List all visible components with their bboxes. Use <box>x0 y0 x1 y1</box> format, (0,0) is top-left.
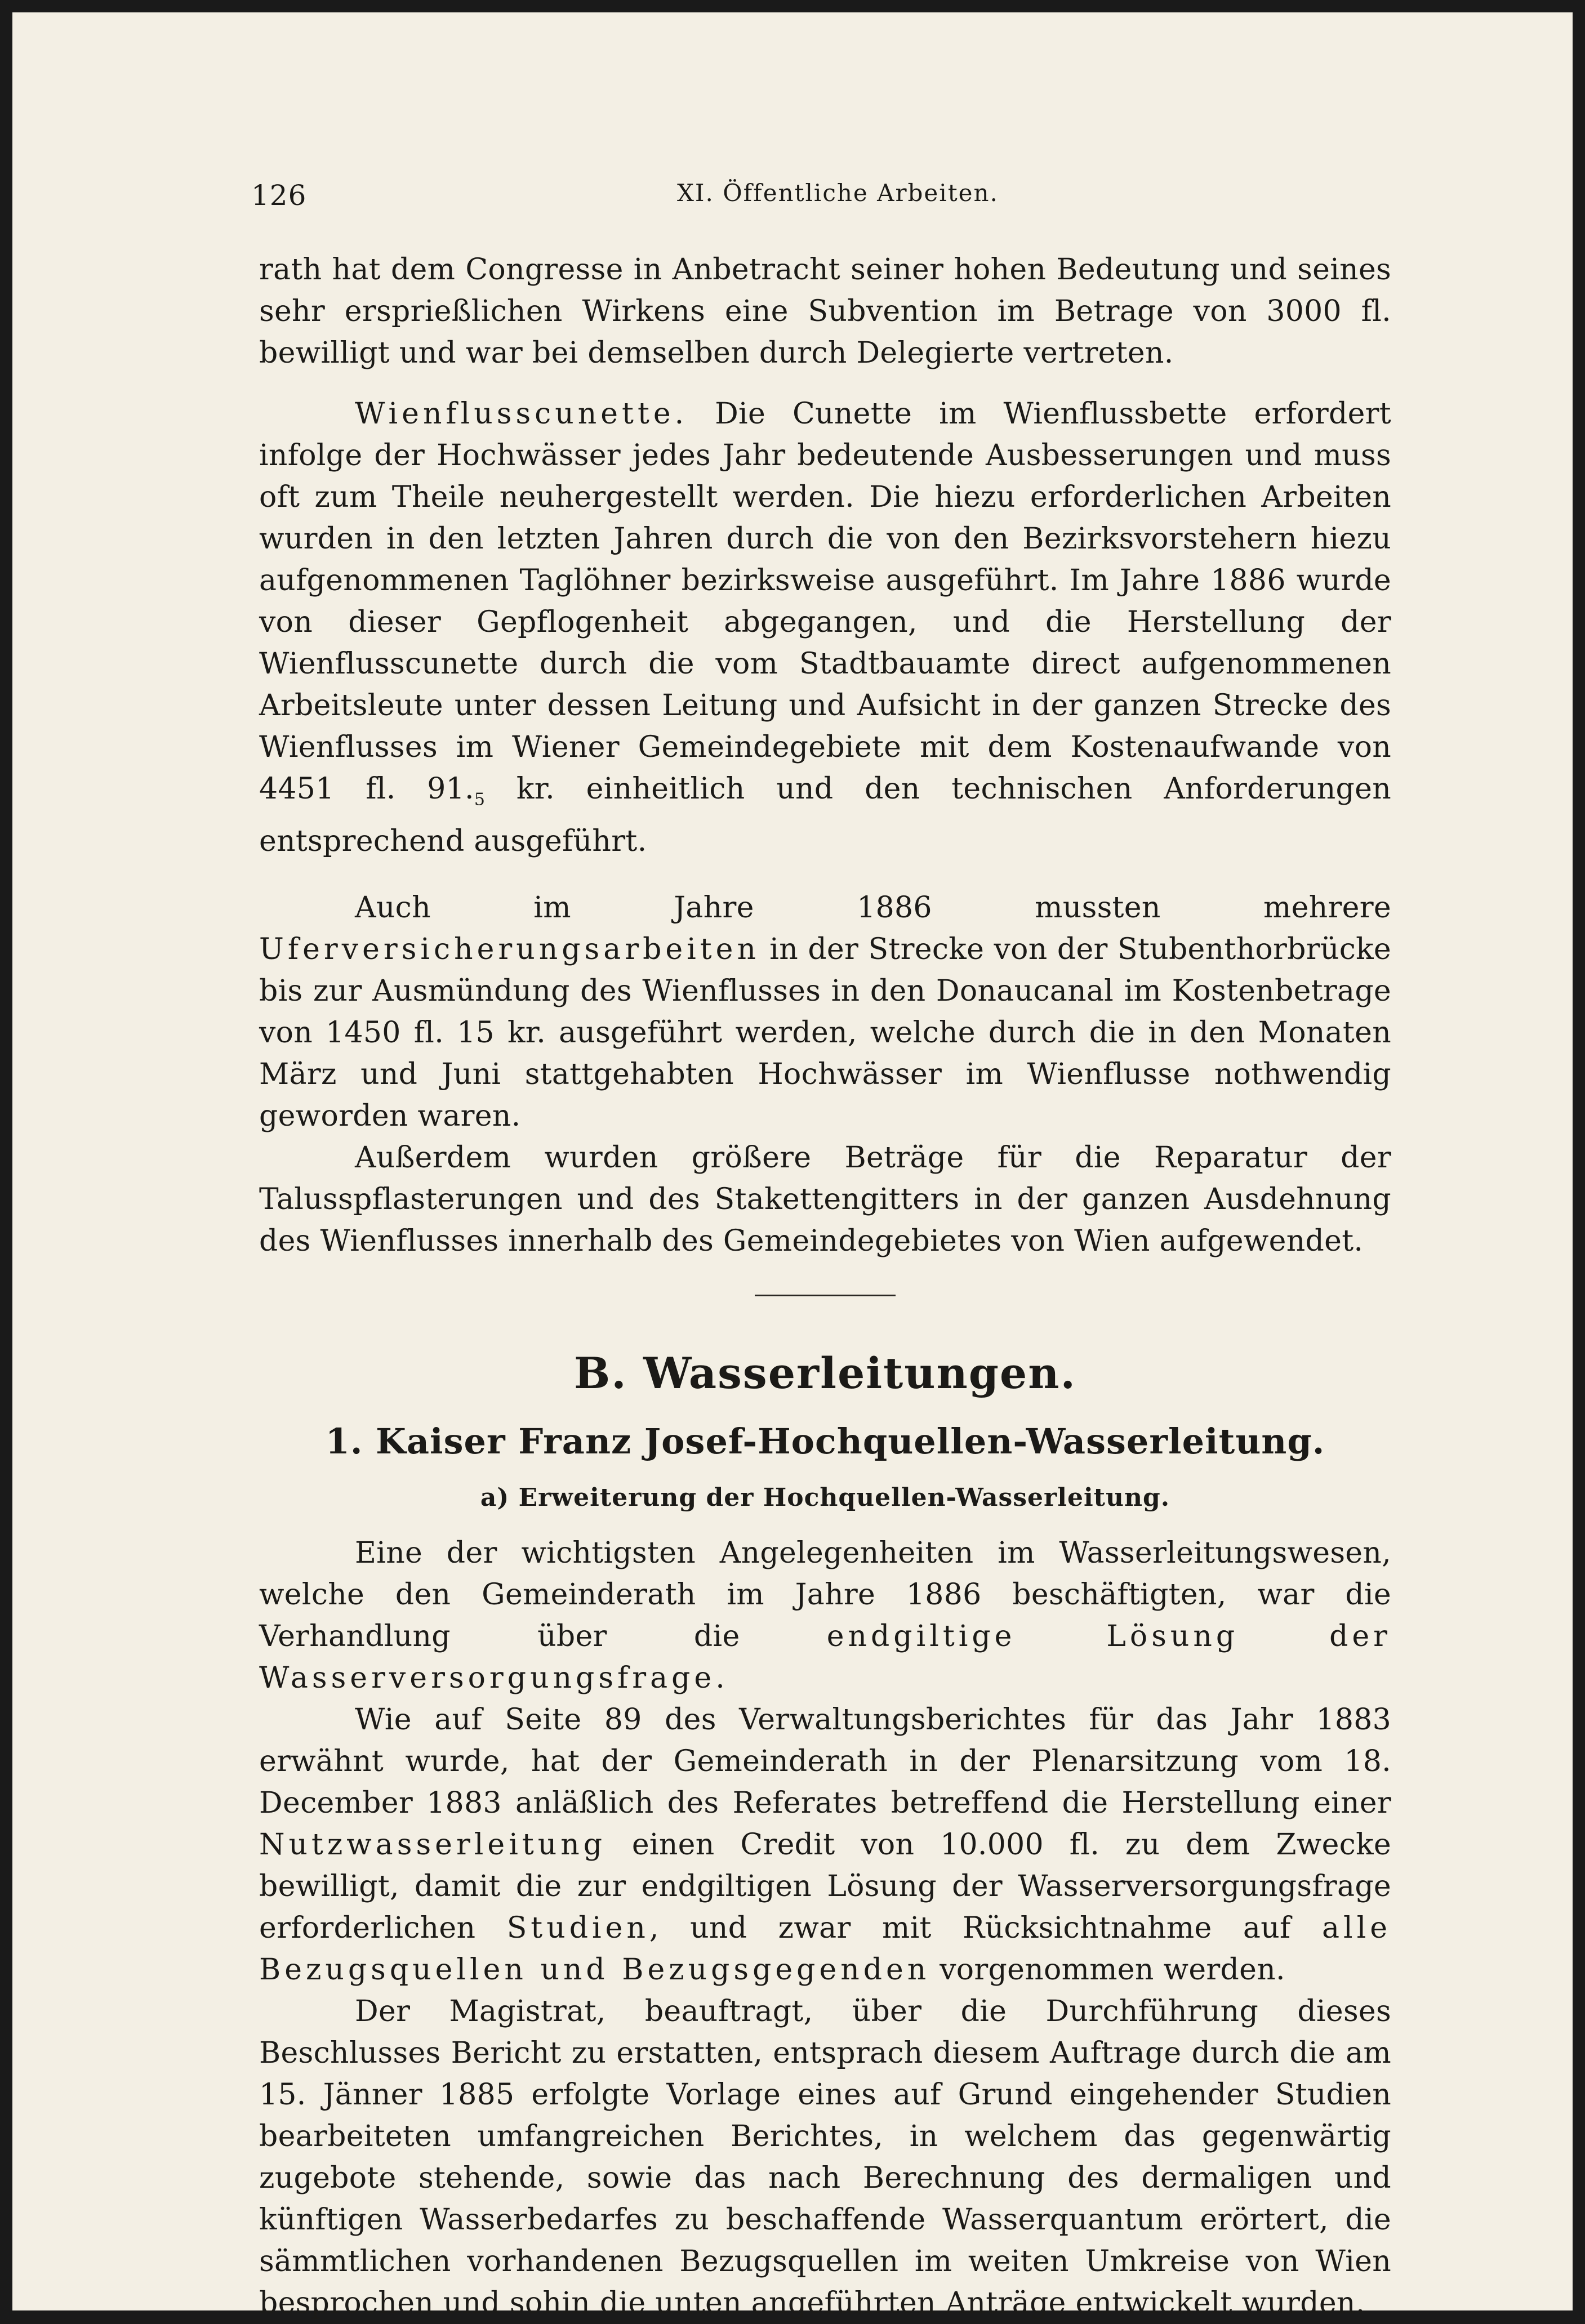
paragraph-angelegenheiten <box>259 1532 1391 1699</box>
paragraph-text-end: in der Strecke von der Stubenthorbrücke bis zur Ausmündung des Wienflusses in den Donaucanal im Kostenbetrage von 1450 fl. 15 kr. ausgeführt werden, welche durch die in den Monaten März und Juni stattgehabten Hochwässer im Wienflusse nothwendig geworden waren. <box>259 933 1391 1134</box>
emphasis-term: Studien <box>506 1911 649 1946</box>
paragraph-text: Wie auf Seite 89 des Verwaltungsberichtes für das Jahr 1883 erwähnt wurde, hat der Gemeinderath in der Plenarsitzung vom 18. December 1883 anläßlich des Referates betreffend die Herstellung einer <box>259 1703 1391 1821</box>
running-head <box>12 179 1573 224</box>
paragraph-text: einen Credit von 10.000 fl. zu dem Zwecke bewilligt, damit die zur endgiltigen Lösung der Wasserversorgungsfrage erforderlichen <box>259 1828 1391 1946</box>
paragraph-wienflusscunette <box>259 393 1391 862</box>
subsubsection-heading: a) Erweiterung der Hochquellen-Wasserleitung. <box>480 1483 1170 1513</box>
chapter-title: XI. Öffentliche Arbeiten. <box>677 179 999 207</box>
emphasis-term: endgiltige Lösung der Wasserversorgungsfrage <box>259 1620 1391 1696</box>
paragraph-verwaltungsbericht <box>259 1699 1391 1991</box>
document-page <box>12 12 1573 2321</box>
paragraph-text: , und zwar mit Rücksichtnahme auf <box>649 1911 1322 1946</box>
paragraph-text: Die Cunette im Wienflussbette erfordert infolge der Hochwässer jedes Jahr bedeutende Ausbesserungen und muss oft zum Theile neuhergestellt werden. Die hiezu erforderlichen Arbeiten wurden in den letzten Jahren durch die von den Bezirksvorstehern hiezu aufgenommenen Taglöhner bezirksweise ausgeführt. Im Jahre 1886 wurde von dieser Gepflogenheit abgegangen, und die Herstellung der Wienflusscunette durch die vom Stadtbauamte direct aufgenommenen Arbeitsleute unter dessen Leitung und Aufsicht in der ganzen Strecke des Wienflusses im Wiener Gemeindegebiete mit dem Kostenaufwande von 4451 fl. 91. <box>259 397 1391 806</box>
paragraph-magistrat: Der Magistrat, beauftragt, über die Durchführung dieses Beschlusses Bericht zu erstatten, entsprach diesem Auftrage durch die am 15. Jänner 1885 erfolgte Vorlage eines auf Grund eingehender Studien bearbeiteten umfangreichen Berichtes, in welchem das gegenwärtig zugebote stehende, sowie das nach Berechnung des dermaligen und künftigen Wasserbedarfes zu beschaffende Wasserquantum erörtert, die sämmtlichen vorhandenen Bezugsquellen im weiten Umkreise von Wien besprochen und sohin die unten angeführten Anträge entwickelt wurden. <box>259 1995 1391 2321</box>
paragraph-text: Auch im Jahre 1886 mussten mehrere <box>355 891 1391 925</box>
paragraph-text: Eine der wichtigsten Angelegenheiten im Wasserleitungswesen, welche den Gemeinderath im Jahre 1886 beschäftigten, war die Verhandlung über die <box>259 1536 1391 1654</box>
paragraph-uferversicherung <box>259 887 1391 1137</box>
emphasis-term: Nutzwasserleitung <box>259 1828 606 1862</box>
paragraph-reparatur: Außerdem wurden größere Beträge für die Reparatur der Talusspflasterungen und des Stakettengitters in der ganzen Ausdehnung des Wienflusses innerhalb des Gemeindegebietes von Wien aufgewendet. <box>259 1141 1391 1259</box>
page-number: 126 <box>251 179 307 212</box>
emphasis-term: Uferversicherungsarbeiten <box>259 933 760 967</box>
emphasis-term: alle Bezugsquellen und Bezugsgegenden <box>259 1911 1391 1987</box>
paragraph-text-end: vorgenommen werden. <box>930 1953 1285 1987</box>
paragraph-lead-term: Wienflusscunette. <box>355 397 688 431</box>
subscript-digit: 5 <box>474 789 486 810</box>
paragraph-congress: rath hat dem Congresse in Anbetracht seiner hohen Bedeutung und seines sehr ersprießlichen Wirkens eine Subvention im Betrage von 3000 fl. bewilligt und war bei demselben durch Delegierte vertreten. <box>259 253 1391 370</box>
paragraph-text-end: . <box>715 1661 725 1696</box>
section-heading: B. Wasserleitungen. <box>573 1348 1077 1399</box>
subsection-heading: 1. Kaiser Franz Josef-Hochquellen-Wasserleitung. <box>325 1421 1325 1462</box>
page-body <box>259 249 1391 2324</box>
paragraph-text-end: kr. einheitlich und den technischen Anforderungen entsprechend ausgeführt. <box>259 772 1391 859</box>
section-divider <box>755 1295 896 1296</box>
